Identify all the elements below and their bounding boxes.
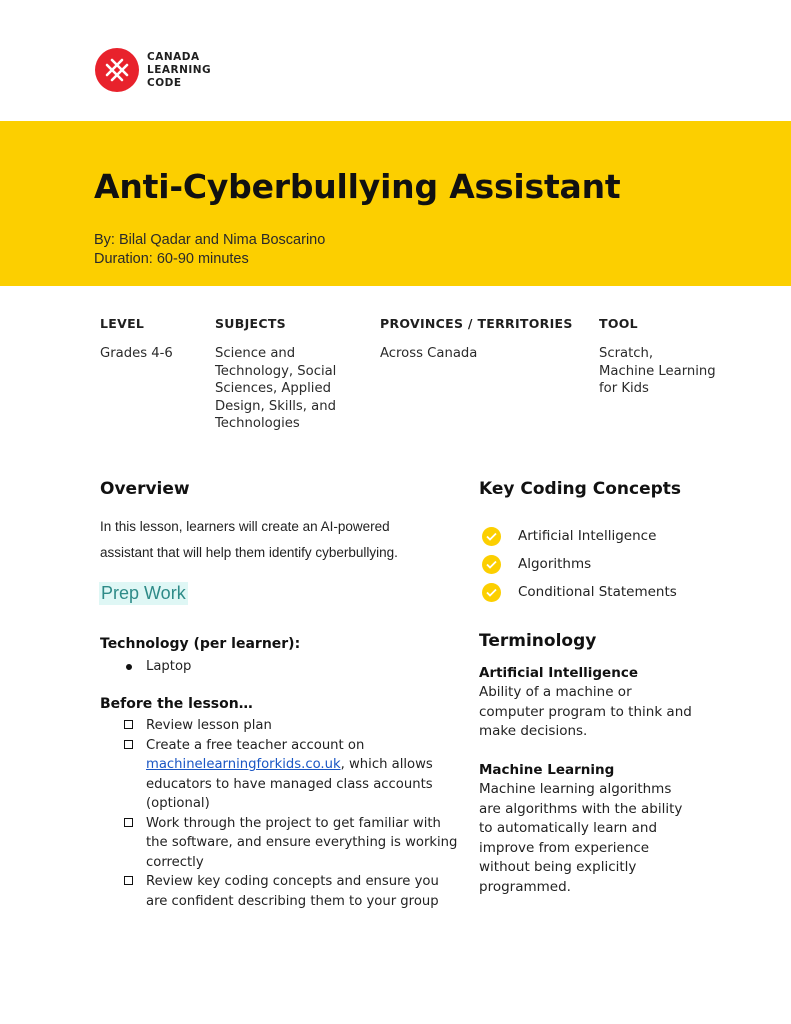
check-circle-icon xyxy=(482,555,501,574)
before-lesson-checklist xyxy=(124,716,464,911)
key-concepts-list xyxy=(482,522,677,606)
info-line: Machine Learning xyxy=(599,363,716,379)
info-line: Technologies xyxy=(215,416,300,431)
info-line: Scratch, xyxy=(599,346,654,361)
prep-work-heading: Prep Work xyxy=(101,583,186,603)
logo-wordmark xyxy=(147,51,211,90)
overview-line: assistant that will help them identify cyberbullying. xyxy=(100,545,398,560)
info-level-label: LEVEL xyxy=(100,316,145,331)
checkbox-icon xyxy=(124,818,133,827)
terminology-heading: Terminology xyxy=(479,631,597,651)
info-provinces xyxy=(380,316,573,363)
key-concepts-heading: Key Coding Concepts xyxy=(479,479,682,499)
concept-item xyxy=(482,550,677,578)
checklist-item-text: Review lesson plan xyxy=(146,718,272,733)
term-definition: Machine learning algorithms are algorithms with the ability to automatically learn and improve from experience without being explicitly programmed. xyxy=(479,781,683,895)
checklist-item xyxy=(124,814,464,873)
info-tool-value xyxy=(599,345,716,398)
term-title: Artificial Intelligence xyxy=(479,665,638,681)
list-item: Laptop xyxy=(124,657,191,677)
concept-item xyxy=(482,522,677,550)
info-provinces-value: Across Canada xyxy=(380,346,478,361)
info-line: for Kids xyxy=(599,381,649,396)
term-definition: Ability of a machine or computer program to think and make decisions. xyxy=(479,684,692,739)
info-level xyxy=(100,316,173,363)
term-artificial-intelligence xyxy=(479,665,694,742)
before-lesson-heading: Before the lesson… xyxy=(100,696,253,712)
info-tool-label: TOOL xyxy=(599,316,638,331)
check-circle-icon xyxy=(482,583,501,602)
checkbox-icon xyxy=(124,740,133,749)
info-line: Science and xyxy=(215,346,296,361)
logo-mark-icon xyxy=(95,48,139,92)
overview-text xyxy=(100,514,450,566)
checklist-item xyxy=(124,736,464,814)
checkbox-icon xyxy=(124,720,133,729)
logo-line: CANADA xyxy=(147,50,200,63)
info-level-value: Grades 4-6 xyxy=(100,346,173,361)
technology-heading: Technology (per learner): xyxy=(100,636,301,652)
checklist-item xyxy=(124,716,464,736)
checklist-item-text: Work through the project to get familiar with the software, and ensure everything is working correctly xyxy=(146,815,458,870)
concept-label: Conditional Statements xyxy=(518,584,677,600)
info-line: Technology, Social xyxy=(215,363,337,379)
checklist-item-text: Create a free teacher account on xyxy=(146,737,365,753)
info-line: Design, Skills, and xyxy=(215,398,336,414)
info-provinces-label: PROVINCES / TERRITORIES xyxy=(380,316,573,331)
byline xyxy=(94,231,325,269)
checkbox-icon xyxy=(124,876,133,885)
info-subjects-label: SUBJECTS xyxy=(215,316,286,331)
duration: Duration: 60-90 minutes xyxy=(94,251,249,267)
page-title: Anti-Cyberbullying Assistant xyxy=(94,167,621,206)
info-line: Sciences, Applied xyxy=(215,381,331,396)
concept-item xyxy=(482,578,677,606)
checklist-item-text: Review key coding concepts and ensure you are confident describing them to your group xyxy=(146,874,439,909)
info-tool xyxy=(599,316,716,398)
concept-label: Artificial Intelligence xyxy=(518,528,657,544)
checklist-item xyxy=(124,872,464,911)
overview-line: In this lesson, learners will create an AI-powered xyxy=(100,519,390,534)
machinelearningforkids-link[interactable]: machinelearningforkids.co.uk xyxy=(146,757,341,772)
term-machine-learning xyxy=(479,762,684,897)
concept-label: Algorithms xyxy=(518,556,592,572)
technology-list xyxy=(124,657,191,677)
checklist-item-text: , which allows educators to have managed class accounts (optional) xyxy=(146,757,433,811)
overview-heading: Overview xyxy=(100,479,190,499)
term-title: Machine Learning xyxy=(479,762,615,778)
authors: By: Bilal Qadar and Nima Boscarino xyxy=(94,232,326,248)
info-subjects xyxy=(215,316,336,433)
info-subjects-value xyxy=(215,345,336,433)
logo-line: CODE xyxy=(147,76,182,89)
logo-line: LEARNING xyxy=(147,63,212,76)
check-circle-icon xyxy=(482,527,501,546)
logo xyxy=(95,48,211,92)
